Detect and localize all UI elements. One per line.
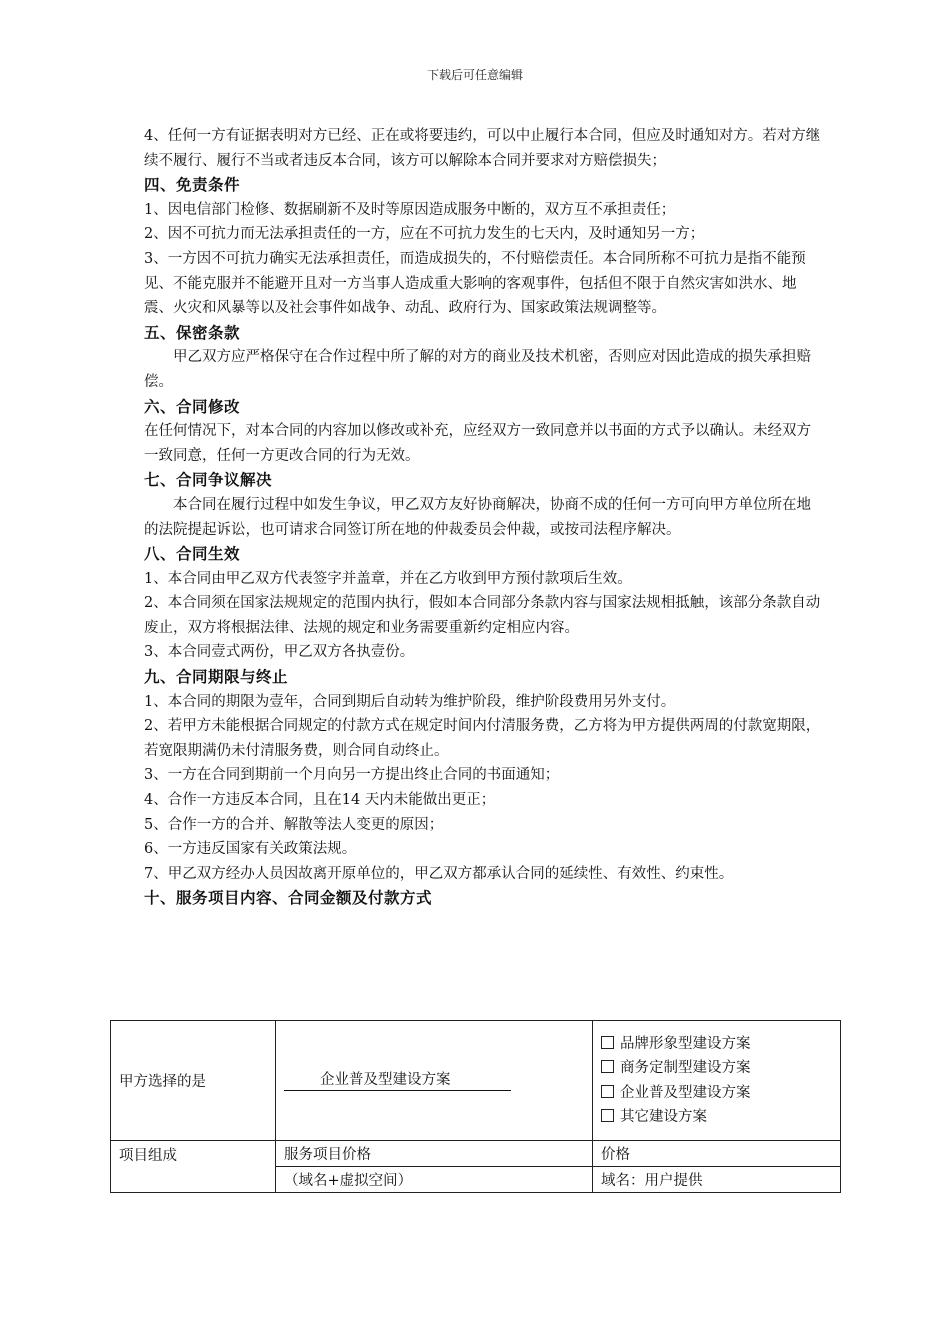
section-heading: 五、保密条款 xyxy=(144,323,241,342)
service-price-header: 服务项目价格 xyxy=(276,1141,593,1167)
service-price: 域名：用户提供 xyxy=(593,1167,841,1193)
paragraph: 7、甲乙双方经办人员因故离开原单位的，甲乙双方都承认合同的延续性、有效性、约束性。 xyxy=(144,865,734,882)
paragraph: 在任何情况下，对本合同的内容加以修改或补充，应经双方一致同意并以书面的方式予以确认。未经双方一致同意，任何一方更改合同的行为无效。 xyxy=(144,423,811,464)
section-heading: 七、合同争议解决 xyxy=(144,471,273,490)
service-item: （域名+虚拟空间） xyxy=(276,1167,593,1193)
option-label: 商务定制型建设方案 xyxy=(620,1060,751,1076)
section-heading: 八、合同生效 xyxy=(144,545,241,564)
checkbox-icon[interactable] xyxy=(601,1109,614,1122)
checkbox-icon[interactable] xyxy=(601,1085,614,1098)
paragraph: 6、一方违反国家有关政策法规。 xyxy=(144,841,357,858)
paragraph: 4、任何一方有证据表明对方已经、正在或将要违约，可以中止履行本合同，但应及时通知对方。若对方继续不履行、履行不当或者违反本合同，该方可以解除本合同并要求对方赔偿损失； xyxy=(144,128,821,169)
option-label: 品牌形象型建设方案 xyxy=(620,1035,751,1052)
section-heading: 四、免责条件 xyxy=(144,176,241,195)
paragraph: 3、一方在合同到期前一个月向另一方提出终止合同的书面通知； xyxy=(144,767,560,784)
checkbox-icon[interactable] xyxy=(601,1036,614,1049)
choice-value: 企业普及型建设方案 xyxy=(284,1070,511,1091)
option-item[interactable] xyxy=(601,1081,832,1106)
paragraph: 4、合作一方违反本合同，且在14 天内未能做出更正； xyxy=(144,792,496,809)
paragraph: 1、因电信部门检修、数据刷新不及时等原因造成服务中断的，双方互不承担责任； xyxy=(144,201,676,218)
section-heading: 十、服务项目内容、合同金额及付款方式 xyxy=(144,889,433,908)
component-label: 项目组成 xyxy=(111,1141,276,1193)
paragraph: 1、本合同的期限为壹年，合同到期后自动转为维护阶段，维护阶段费用另外支付。 xyxy=(144,693,676,710)
paragraph: 3、本合同壹式两份，甲乙双方各执壹份。 xyxy=(144,644,415,661)
checkbox-icon[interactable] xyxy=(601,1060,614,1073)
choice-label: 甲方选择的是 xyxy=(111,1021,276,1141)
option-item[interactable] xyxy=(601,1056,832,1081)
paragraph: 2、因不可抗力而无法承担责任的一方，应在不可抗力发生的七天内，及时通知另一方； xyxy=(144,226,705,243)
options-cell xyxy=(593,1021,841,1141)
price-header: 价格 xyxy=(593,1141,841,1167)
option-label: 企业普及型建设方案 xyxy=(620,1084,751,1101)
section-heading: 九、合同期限与终止 xyxy=(144,668,289,687)
choice-value-cell xyxy=(276,1021,593,1141)
paragraph: 1、本合同由甲乙双方代表签字并盖章，并在乙方收到甲方预付款项后生效。 xyxy=(144,570,632,587)
paragraph: 2、本合同须在国家法规规定的范围内执行，假如本合同部分条款内容与国家法规相抵触，该部分条款自动废止，双方将根据法律、法规的规定和业务需要重新约定相应内容。 xyxy=(144,595,821,636)
paragraph: 5、合作一方的合并、解散等法人变更的原因； xyxy=(144,816,444,833)
contract-body xyxy=(144,124,824,911)
paragraph: 甲乙双方应严格保守在合作过程中所了解的对方的商业及技术机密，否则应对因此造成的损失承担赔偿。 xyxy=(144,349,811,390)
paragraph: 3、一方因不可抗力确实无法承担责任，而造成损失的，不付赔偿责任。本合同所称不可抗力是指不能预见、不能克服并不能避开且对一方当事人造成重大影响的客观事件，包括但不限于自然灾害如洪水、地震、火灾和风暴等以及社会事件如战争、动乱、政府行为、国家政策法规调整等。 xyxy=(144,250,806,317)
section-heading: 六、合同修改 xyxy=(144,397,241,416)
paragraph: 2、若甲方未能根据合同规定的付款方式在规定时间内付清服务费，乙方将为甲方提供两周的付款宽期限，若宽限期满仍未付清服务费，则合同自动终止。 xyxy=(144,718,821,759)
option-item[interactable] xyxy=(601,1032,832,1057)
option-label: 其它建设方案 xyxy=(620,1109,707,1125)
option-item[interactable] xyxy=(601,1105,832,1130)
paragraph: 本合同在履行过程中如发生争议，甲乙双方友好协商解决，协商不成的任何一方可向甲方单位所在地的法院提起诉讼，也可请求合同签订所在地的仲裁委员会仲裁，或按司法程序解决。 xyxy=(144,496,811,538)
page-header: 下载后可任意编辑 xyxy=(426,68,523,82)
service-table xyxy=(110,1020,841,1193)
